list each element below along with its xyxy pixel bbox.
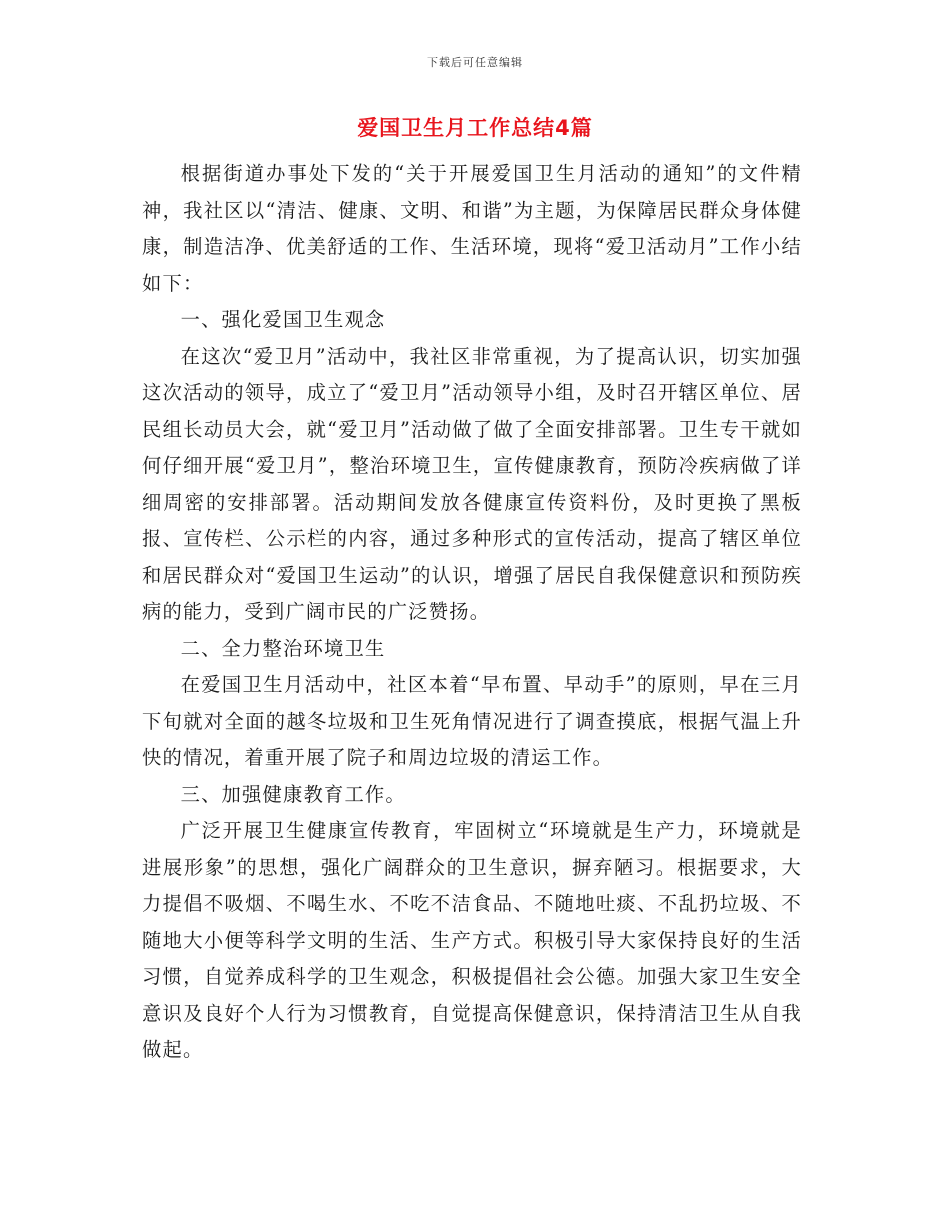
paragraph-section-2: 在爱国卫生月活动中，社区本着“早布置、早动手”的原则，早在三月下旬就对全面的越冬垃圾和卫生死角情况进行了调查摸底，根据气温上升快的情况，着重开展了院子和周边垃圾的清运工作。	[142, 673, 802, 769]
paragraph-section-3: 广泛开展卫生健康宣传教育，牢固树立“环境就是生产力，环境就是进展形象”的思想，强化广阔群众的卫生意识，摒弃陋习。根据要求，大力提倡不吸烟、不喝生水、不吃不洁食品、不随地吐痰、不乱扔垃圾、不随地大小便等科学文明的生活、生产方式。积极引导大家保持良好的生活习惯，自觉养成科学的卫生观念，积极提倡社会公德。加强大家卫生安全意识及良好个人行为习惯教育，自觉提高保健意识，保持清洁卫生从自我做起。	[142, 819, 802, 1061]
header-note: 下载后可任意编辑	[427, 56, 523, 69]
section-heading-1: 一、强化爱国卫生观念	[180, 308, 386, 331]
paragraph-section-1: 在这次“爱卫月”活动中，我社区非常重视，为了提高认识，切实加强这次活动的领导，成立了“爱卫月”活动领导小组，及时召开辖区单位、居民组长动员大会，就“爱卫月”活动做了做了全面安排部署。卫生专干就如何仔细开展“爱卫月”，整治环境卫生，宣传健康教育，预防冷疾病做了详细周密的安排部署。活动期间发放各健康宣传资料份，及时更换了黑板报、宣传栏、公示栏的内容，通过多种形式的宣传活动，提高了辖区单位和居民群众对“爱国卫生运动”的认识，增强了居民自我保健意识和预防疾病的能力，受到广阔市民的广泛赞扬。	[142, 344, 802, 623]
document-body	[142, 156, 802, 1069]
paragraph-intro: 根据街道办事处下发的“关于开展爱国卫生月活动的通知”的文件精神，我社区以“清洁、健康、文明、和谐”为主题，为保障居民群众身体健康，制造洁净、优美舒适的工作、生活环境，现将“爱卫活动月”工作小结如下：	[142, 162, 802, 295]
section-heading-2: 二、全力整治环境卫生	[180, 636, 386, 660]
document-title: 爱国卫生月工作总结4篇	[357, 116, 593, 140]
section-heading-3: 三、加强健康教育工作。	[180, 782, 406, 806]
